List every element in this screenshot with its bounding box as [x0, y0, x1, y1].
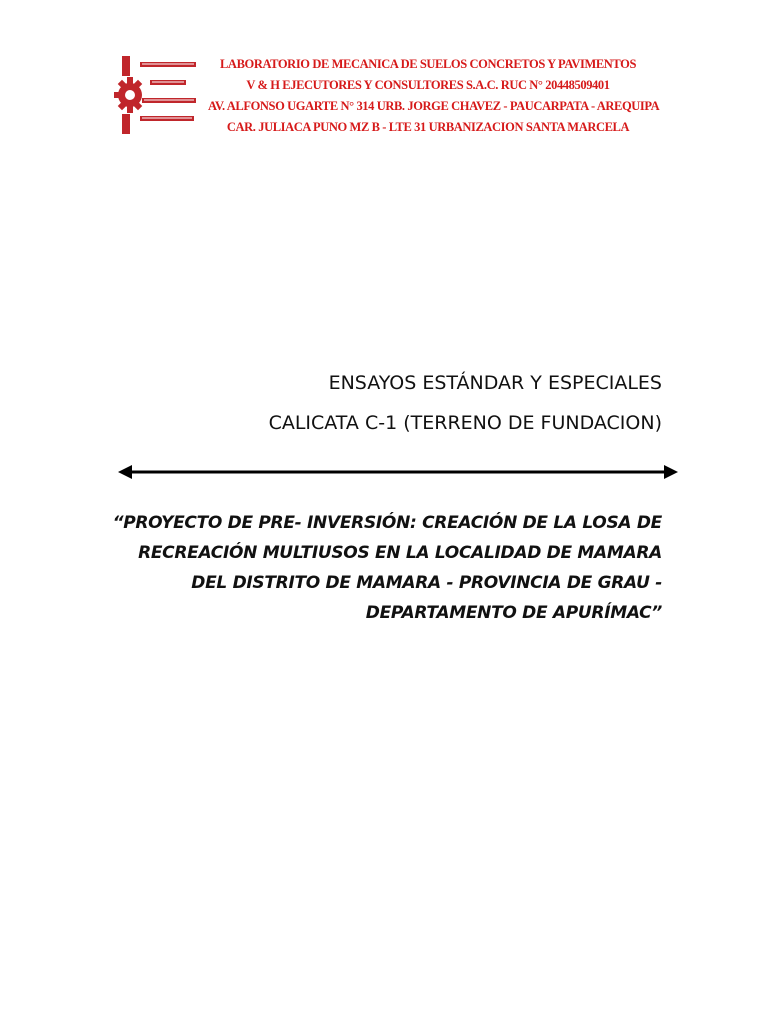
- title-line-2: CALICATA C-1 (TERRENO DE FUNDACION): [268, 412, 662, 434]
- company-logo: [112, 50, 197, 140]
- project-line: “PROYECTO DE PRE- INVERSIÓN: CREACIÓN DE LA LOSA DE: [112, 513, 662, 533]
- letterhead-line: LABORATORIO DE MECANICA DE SUELOS CONCRETOS Y PAVIMENTOS: [220, 57, 636, 71]
- project-line: DEL DISTRITO DE MAMARA - PROVINCIA DE GRAU -: [191, 573, 662, 593]
- letterhead-text: [208, 54, 660, 138]
- project-line: DEPARTAMENTO DE APURÍMAC”: [365, 603, 662, 623]
- project-line: RECREACIÓN MULTIUSOS EN LA LOCALIDAD DE MAMARA: [138, 543, 662, 563]
- double-arrow-divider: [118, 462, 678, 482]
- letterhead-line: CAR. JULIACA PUNO MZ B - LTE 31 URBANIZACION SANTA MARCELA: [226, 120, 630, 134]
- title-line-1: ENSAYOS ESTÁNDAR Y ESPECIALES: [328, 372, 662, 394]
- project-title: [100, 508, 662, 628]
- letterhead-line: V & H EJECUTORES Y CONSULTORES S.A.C. RUC N° 20448509401: [246, 78, 610, 92]
- letterhead-line: AV. ALFONSO UGARTE N° 314 URB. JORGE CHAVEZ - PAUCARPATA - AREQUIPA: [208, 99, 660, 113]
- document-title: [200, 363, 662, 443]
- letterhead: [112, 50, 660, 140]
